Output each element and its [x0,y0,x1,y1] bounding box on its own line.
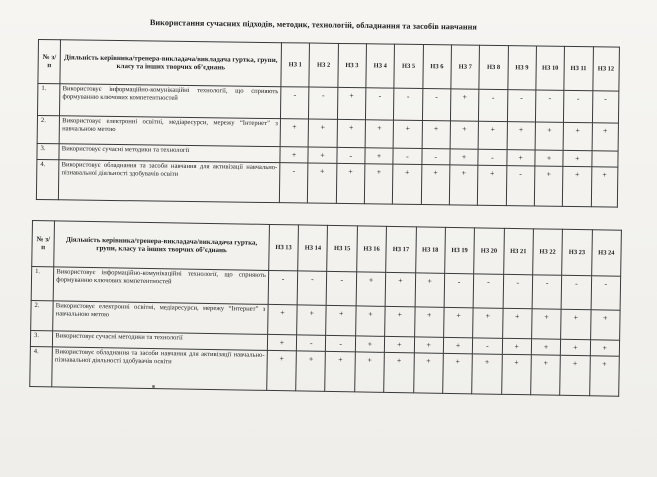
column-header: НЗ 8 [479,45,508,89]
mark-cell: + [535,122,564,150]
mark-cell: + [415,273,445,307]
mark-cell: - [506,166,535,206]
mark-cell: + [560,355,590,395]
column-header: НЗ 15 [327,225,357,271]
mark-cell: + [385,272,415,306]
column-header: НЗ 18 [415,227,445,273]
row-number: 3. [30,330,53,346]
mark-cell: + [478,121,507,149]
column-header: НЗ 3 [337,43,366,87]
mark-cell: - [394,88,423,120]
mark-cell: + [385,336,415,352]
mark-cell: + [561,309,591,339]
column-header: НЗ 1 [281,43,310,87]
document-title: Використання сучасних підходів, методик, технологій, обладнання та засобів навчання [149,18,477,32]
table-row [30,346,620,396]
mark-cell: + [355,336,385,352]
row-number: 1. [37,84,60,116]
mark-cell: - [473,338,503,354]
row-description: Використовує сучасні методики та технології [53,331,268,351]
mark-cell: - [561,275,591,309]
row-number: 4. [30,346,53,386]
mark-cell: - [479,89,508,121]
column-header: НЗ 4 [366,44,395,88]
mark-cell: + [280,119,309,147]
mark-cell: - [280,87,309,119]
mark-cell: + [590,340,620,356]
column-header: НЗ 2 [309,43,338,87]
mark-cell: + [414,307,444,337]
mark-cell: + [531,309,561,339]
mark-cell: - [297,271,327,305]
mark-cell: + [356,272,386,306]
table-row [36,159,617,207]
mark-cell: + [443,353,473,393]
mark-cell: - [478,149,507,165]
mark-cell: + [531,339,561,355]
mark-cell: + [355,352,385,392]
mark-cell: + [450,149,479,165]
mark-cell: - [422,89,451,121]
equipment-table-2 [29,220,622,397]
row-description: Використовує електронні освітні, медіаресурси, мережу “Інтернет” з навчальною метою [59,116,280,147]
mark-cell: - [297,335,327,351]
mark-cell: + [450,121,479,149]
mark-cell: + [308,119,337,147]
mark-cell: + [535,150,564,166]
scan-speck [152,385,155,388]
mark-cell: + [280,147,309,163]
mark-cell: + [449,165,478,205]
mark-cell: - [326,335,356,351]
mark-cell: + [267,334,297,350]
mark-cell: - [327,271,357,305]
column-header: НЗ 21 [503,228,533,274]
mark-cell: + [502,338,532,354]
mark-cell: + [507,122,536,150]
mark-cell: + [337,87,366,119]
mark-cell: + [337,119,366,147]
mark-cell: - [309,87,338,119]
mark-cell: + [364,164,393,204]
row-description: Використовує інформаційно-комунікаційні технології, що сприяють формуванню ключових компетентностей [53,267,268,305]
mark-cell: + [502,308,532,338]
mark-cell: + [384,352,414,392]
column-header: НЗ 12 [592,47,619,91]
mark-cell: + [267,304,297,334]
mark-cell: - [365,88,394,120]
row-number: 2. [31,300,54,330]
mark-cell: - [421,149,450,165]
mark-cell: + [563,150,592,166]
mark-cell: - [336,147,365,163]
mark-cell: + [506,150,535,166]
row-description: Використовує обладнання та засоби навчання для активізації навчально-пізнавальної діяльності здобувачів освіти [52,347,267,391]
column-header: НЗ 9 [507,46,536,90]
mark-cell: + [592,123,619,151]
mark-cell: + [355,306,385,336]
mark-cell: - [592,91,619,123]
mark-cell: - [564,90,593,122]
mark-cell: - [532,275,562,309]
mark-cell: - [503,274,533,308]
mark-cell: + [365,120,394,148]
mark-cell: + [563,166,592,206]
mark-cell: + [450,89,479,121]
mark-cell: + [421,165,450,205]
column-header: НЗ 22 [533,229,563,275]
mark-cell: + [478,165,507,205]
mark-cell: + [422,121,451,149]
mark-cell: - [268,270,298,304]
mark-cell: + [443,337,473,353]
mark-cell: + [591,167,618,207]
mark-cell: + [393,120,422,148]
mark-cell: + [393,164,422,204]
mark-cell: + [308,147,337,163]
column-header: НЗ 10 [536,46,565,90]
column-header: НЗ 19 [445,227,475,273]
mark-cell: + [267,350,297,390]
mark-cell: + [325,351,355,391]
mark-cell: + [385,306,415,336]
mark-cell: + [443,307,473,337]
mark-cell: + [296,351,326,391]
mark-cell: - [393,148,422,164]
mark-cell: + [501,354,531,394]
num-header: № з/п [32,221,55,267]
row-description: Використовує інформаційно-комунікаційні технології, що сприяють формуванню ключових компетентностей [60,84,281,119]
mark-cell: + [308,163,337,203]
mark-cell: - [535,90,564,122]
row-number: 3. [37,143,59,159]
column-header: НЗ 16 [357,226,387,272]
mark-cell: + [590,310,620,340]
column-header: НЗ 17 [386,226,416,272]
row-number: 2. [37,115,60,143]
num-header: № з/п [38,40,61,84]
mark-cell: + [534,166,563,206]
row-number: 4. [36,159,59,199]
column-header: НЗ 23 [562,229,592,275]
column-header: НЗ 11 [564,46,593,90]
column-header: НЗ 7 [451,45,480,89]
mark-cell: + [589,356,619,396]
activity-header: Діяльність керівника/тренера-викладача/викладача гуртка, групи, класу та інших творчих об’єднань [54,221,269,271]
column-header: НЗ 24 [591,230,621,276]
mark-cell [591,151,618,167]
mark-cell: + [531,355,561,395]
mark-cell: + [326,305,356,335]
mark-cell: + [336,163,365,203]
mark-cell: + [561,339,591,355]
header-row [38,40,620,92]
activity-header: Діяльність керівника/тренера-викладача/викладача гуртка, групи, класу та інших творчих об’єднань [60,40,281,87]
mark-cell: - [444,273,474,307]
column-header: НЗ 14 [298,225,328,271]
mark-cell: - [473,274,503,308]
row-description: Використовує сучасні методики та технології [59,144,280,163]
column-header: НЗ 13 [268,224,298,270]
mark-cell: + [413,353,443,393]
row-description: Використовує електронні освітні, медіаресурси, мережу “Інтернет” з навчальною метою [53,301,268,335]
mark-cell: + [297,305,327,335]
row-number: 1. [31,267,54,301]
column-header: НЗ 5 [394,44,423,88]
row-description: Використовує обладнання та засоби навчання для активізації навчально-пізнавальної діяльності здобувачів освіти [59,160,280,203]
mark-cell: + [563,122,592,150]
mark-cell: - [507,90,536,122]
mark-cell: + [365,148,394,164]
mark-cell: + [472,354,502,394]
column-header: НЗ 20 [474,228,504,274]
column-header: НЗ 6 [422,45,451,89]
mark-cell: + [414,337,444,353]
mark-cell: + [473,308,503,338]
mark-cell: - [591,276,621,310]
equipment-table-1 [36,39,620,208]
mark-cell: - [279,163,308,203]
